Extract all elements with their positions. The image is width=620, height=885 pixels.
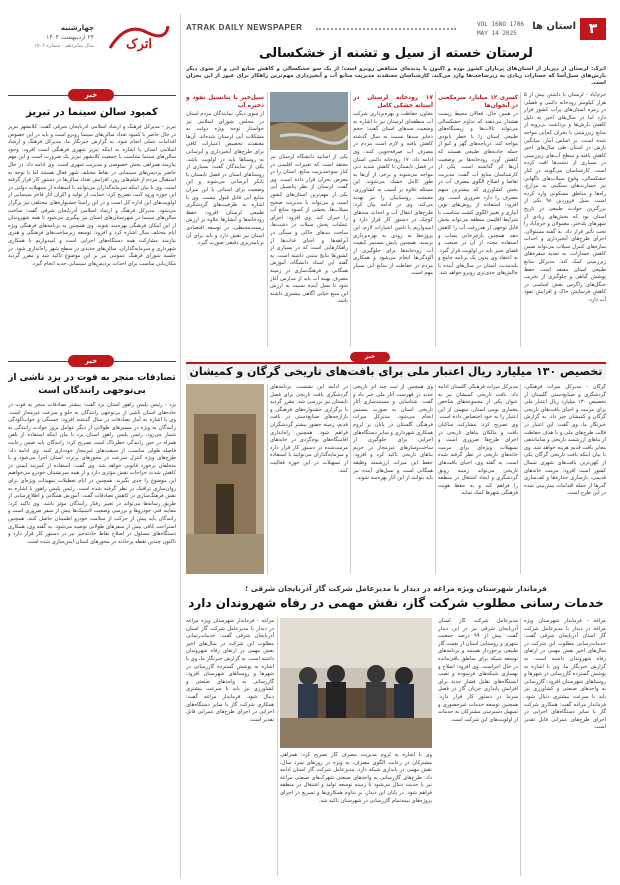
column-rule — [267, 92, 268, 347]
column-rule — [435, 384, 436, 574]
lead-column-3 — [353, 92, 433, 347]
lead-subhead-2: ۱۷ رودخانه لرستان در آستانه خشکی کامل — [353, 95, 433, 109]
bottom-column-1: مراغه - فرماندار شهرستان ویژه مراغه در دیدار با مدیرعامل شرکت گاز استان آذربایجان شرقی گفت: خدمات‌رسانی مطلوب این شرکت در سال‌های اخیر نقش مهمی در ارتقای رفاه شهروندان داشته است. به گزارش خبرنگار ما، وی با اشاره به پوشش گسترده گازرسانی در شهرها و روستاهای شهرستان افزود: گازرسانی به واحدهای صنعتی و کشاورزی نیز باید با سرعت بیشتری دنبال شود. فرماندار مراغه گفت: همکاری شرکت گاز با سایر دستگاه‌های اجرایی در اجرای طرح‌های عمرانی قابل تقدیر است. — [524, 618, 606, 731]
column-rule — [520, 92, 521, 347]
column-rule — [520, 384, 521, 574]
lead-subhead-1: کسری ۱۲ میلیارد مترمکعبی در آبخوان‌ها — [438, 95, 518, 109]
issue-volume: VOL 16NO 1706 — [477, 21, 524, 28]
lead-headline: لرستان خسته از سیل و تشنه از خشکسالی — [259, 46, 533, 61]
column-rule — [267, 384, 268, 574]
sidebar-story2-title: تصادفات منجر به فوت در یزد ناشی از بی‌توجهی رانندگان است — [8, 373, 176, 396]
sidebar-story2-body: یزد - رئیس پلیس راهور استان یزد گفت: بیشتر تصادفات منجر به فوت در جاده‌های استان ناشی از بی‌توجهی رانندگان به جلو و سرعت غیرمجاز است. وی با اشاره به آمار تصادفات در سال گذشته افزود: خستگی و خواب‌آلودگی رانندگان به ویژه در مسیرهای طولانی از دیگر عوامل بروز حوادث رانندگی به شمار می‌رود. رئیس پلیس راهور استان یزد با بیان اینکه استفاده از تلفن همراه در حین رانندگی خطرناک است تصریح کرد: رانندگان باید ضمن رعایت فاصله طولی مناسب، از سبقت‌های غیرمجاز خودداری کنند. وی ادامه داد: طرح‌های ویژه کنترل سرعت در محورهای پرتردد استان اجرا می‌شود و با متخلفان برخورد قانونی خواهد شد. وی گفت: استفاده از کمربند ایمنی در کاهش شدت جراحات نقش مؤثری دارد و از همه سرنشینان خودرو می‌خواهیم این موضوع را جدی بگیرند. همچنین در ایام تعطیلات تمهیدات ویژه‌ای برای روان‌سازی ترافیک در نظر گرفته شده است. رئیس پلیس راهور با اشاره به نقش فرهنگ‌سازی در کاهش تصادفات گفت: آموزش همگانی و اطلاع‌رسانی از طریق رسانه‌ها می‌تواند در تغییر رفتار رانندگان مؤثر باشد. وی تاکید کرد: معاینه فنی خودروها و بررسی وضعیت لاستیک‌ها پیش از سفر ضروری است و رانندگان باید پیش از حرکت از سلامت خودرو اطمینان حاصل کنند. همچنین استراحت کافی پیش از سفرهای طولانی توصیه می‌شود. به گفته وی، همکاری دستگاه‌های مسئول در اصلاح نقاط حادثه‌خیز نیز در دستور کار قرار دارد و تاکنون چندین نقطه پرحادثه در محورهای استان ایمن‌سازی شده است. — [8, 402, 176, 545]
lead-col4-text: یکی از اساتید دانشگاه لرستان نیز معتقد است که تغییرات اقلیمی در کنار سوءمدیریت منابع، استان را در معرض بحران قرار داده است. وی گفت: لرستان از نظر پتانسیل آبی یکی از مهم‌ترین استان‌های کشور است و می‌تواند با مدیریت صحیح سیلاب‌ها، بخشی از کمبود منابع آب را جبران کند. وی افزود: اجرای عملیات پخش سیلاب در دشت‌ها، ساخت بندهای خاکی و سنگی در آبراهه‌ها و احیای قنات‌ها از راهکارهایی است که در بسیاری از کشورها نتایج مثبتی داشته است. به گفته این استاد دانشگاه، آموزش همگانی و فرهنگ‌سازی در زمینه مصرف بهینه آب باید از مدارس آغاز شود تا نسل آینده نسبت به ارزش این منبع حیاتی آگاهی بیشتری داشته باشد. — [270, 154, 348, 305]
middle-column-4: در ادامه این نشست، برنامه‌های گردشگری بافت تاریخی برای فصل تابستان نیز بررسی شد. مقرر گردید با برگزاری جشنواره‌های فرهنگی و بازارچه‌های صنایع‌دستی در بافت قدیم، زمینه حضور بیشتر گردشگران فراهم شود. همچنین راه‌اندازی اقامتگاه‌های بوم‌گردی در خانه‌های مرمت‌شده در دستور کار قرار دارد و سرمایه‌گذاران می‌توانند با استفاده از تسهیلات در این حوزه فعالیت کنند. — [270, 384, 348, 474]
lead-col5-text: از سوی دیگر، نمایندگان مردم استان در مجلس شورای اسلامی نیز خواستار توجه ویژه دولت به مشکلات آبی لرستان شده‌اند. آن‌ها معتقدند تخصیص اعتبارات کافی برای طرح‌های آبخیزداری و آبرسانی به روستاها باید در اولویت باشد. یکی از نمایندگان گفت: بسیاری از روستاهای استان در فصل تابستان با تانکر آبرسانی می‌شوند و این وضعیت برای استانی با این میزان منابع آبی قابل قبول نیست. وی با اشاره به ظرفیت‌های گردشگری طبیعی لرستان افزود: حفظ رودخانه‌ها و آبشارها علاوه بر ارزش زیست‌محیطی، در توسعه اقتصادی استان نیز نقش دارد و باید برای آن برنامه‌ریزی دقیقی صورت گیرد. — [186, 111, 264, 247]
lead-column-5 — [186, 92, 264, 347]
bottom-column-4 — [186, 618, 274, 876]
bottom-photo — [280, 618, 432, 748]
lead-column-1 — [524, 92, 606, 347]
publish-date: ۲۴ اردیبهشت ۱۴۰۴ — [46, 34, 94, 41]
lead-subhead-3: سیل‌خیز با پتانسیل نفوذ و ذخیره آب — [186, 95, 264, 109]
sidebar — [8, 12, 176, 878]
column-rule — [520, 618, 521, 876]
middle-photo — [186, 384, 264, 574]
middle-column-1: گرگان - مدیرکل میراث فرهنگی، گردشگری و صنایع‌دستی گلستان از تخصیص ۱۳۰ میلیارد ریال اعتبار ملی برای مرمت و احیای بافت‌های تاریخی گرگان و کمیشان خبر داد. به گزارش خبرنگار ما، وی گفت: این اعتبار در قالب طرح‌های ملی و با هدف حفاظت از بناهای ارزشمند تاریخی و ساماندهی معابر بافت قدیم هزینه خواهد شد. وی با بیان اینکه بافت تاریخی گرگان یکی از کهن‌ترین بافت‌های شهری شمال کشور است افزود: مرمت خانه‌های قدیمی، بازسازی جداره‌ها و کف‌سازی گذرها از جمله اقدامات پیش‌بینی شده در این طرح است. — [524, 384, 606, 497]
sidebar-story1-title: کمبود سالن سینما در تبریز — [26, 107, 158, 118]
middle-headline: تخصیص ۱۳۰ میلیارد ریال اعتبار ملی برای بافت‌های تاریخی گرگان و کمیشان — [186, 362, 606, 380]
news-tag-divider — [8, 90, 176, 100]
column-rule — [350, 92, 351, 347]
column-rule — [435, 92, 436, 347]
news-tag-2: خبر — [68, 355, 114, 367]
middle-column-3: وی همچنین از ثبت چند اثر تاریخی جدید در فهرست آثار ملی خبر داد و گفت: شناسایی و مستندسازی آثار تاریخی استان به صورت مستمر انجام می‌شود. مدیرکل میراث فرهنگی گلستان در پایان بر لزوم همکاری شهرداری و سایر دستگاه‌های اجرایی برای جلوگیری از ساخت‌وسازهای غیرمجاز در حریم بناهای تاریخی تاکید کرد و افزود: حفظ این میراث ارزشمند وظیفه همگانی است و نسل‌های آینده نیز باید بتوانند از این آثار بهره‌مند شوند. — [353, 384, 433, 482]
weekday: چهارشنبه — [60, 24, 94, 32]
sidebar-story1-body: تبریز - مدیرکل فرهنگ و ارشاد اسلامی آذربایجان شرقی گفت: کلانشهر تبریز در حال حاضر با کمبود تعداد سالن‌های سینما روبرو است و باید در این خصوص اقدامات عملی انجام شود. به گزارش خبرنگار ما، مدیرکل فرهنگ و ارشاد اسلامی استان با اشاره به اینکه تبریز شهری فرهنگی است افزود: وجود سالن‌های سینما متناسب با جمعیت کلانشهر تبریز یک ضرورت است و این مهم نیازمند همراهی بخش خصوصی و مدیریت شهری است. وی ادامه داد: در حال حاضر پردیس‌های سینمایی در نقاط مختلف شهر فعال هستند اما با توجه به استقبال مردم از فیلم‌های روز، افزایش تعداد سالن‌ها در دستور کار قرار گرفته است. وی با بیان اینکه سرمایه‌گذاران می‌توانند با استفاده از تسهیلات دولتی در این حوزه ورود کنند، تصریح کرد: حمایت از تولید و اکران آثار فاخر سینمایی از اولویت‌های این اداره کل است و در این راستا جشنواره‌های مختلفی نیز برگزار می‌شود. مدیرکل فرهنگ و ارشاد اسلامی آذربایجان شرقی گفت: ساخت سالن‌های سینما در شهرستان‌های استان نیز پیگیری می‌شود تا همه شهروندان از این امکان فرهنگی بهره‌مند شوند. وی همچنین به برنامه‌های فرهنگی ویژه ایام مختلف سال اشاره کرد و افزود: توسعه زیرساخت‌های فرهنگی و هنری نیازمند مشارکت همه دستگاه‌های اجرایی است و امیدواریم با همکاری شهرداری و سرمایه‌گذاران، سالن‌های جدیدی در سطح شهر راه‌اندازی شود. در جلسه شورای فرهنگ عمومی نیز بر این موضوع تاکید شد و مقرر گردید مکان‌یابی مناسب برای احداث پردیس‌های سینمایی جدید انجام گیرد. — [8, 124, 176, 267]
page-header — [186, 18, 606, 40]
logo-text: اترک — [125, 37, 153, 52]
date-box — [14, 24, 94, 49]
issue-meta — [477, 20, 524, 38]
issue-date: MAY 14 2025 — [477, 30, 517, 37]
page-number: ۳ — [580, 18, 606, 40]
bottom-col4-text: مراغه - فرماندار شهرستان ویژه مراغه در دیدار با مدیرعامل شرکت گاز استان آذربایجان شرقی گفت: خدمات‌رسانی مطلوب این شرکت در سال‌های اخیر نقش مهمی در ارتقای رفاه شهروندان داشته است. به گزارش خبرنگار ما، وی با اشاره به پوشش گسترده گازرسانی در شهرها و روستاهای شهرستان افزود: گازرسانی به واحدهای صنعتی و کشاورزی نیز باید با سرعت بیشتری دنبال شود. فرماندار مراغه گفت: همکاری شرکت گاز با سایر دستگاه‌های اجرایی در اجرای طرح‌های عمرانی قابل تقدیر است. — [186, 618, 274, 723]
middle-column-2: مدیرکل میراث فرهنگی گلستان ادامه داد: بافت تاریخی کمیشان نیز به عنوان یکی از مجموعه‌های شاخص معماری بومی استان، سهمی از این اعتبار را به خود اختصاص داده است. وی تصریح کرد: مشارکت ساکنان بافت و مالکان بناهای تاریخی در اجرای طرح‌ها ضروری است و تسهیلات ویژه‌ای برای مرمت خانه‌های تاریخی در نظر گرفته شده است. به گفته وی، احیای بافت‌های تاریخی می‌تواند زمینه رونق گردشگری و ایجاد اشتغال در منطقه را فراهم کند و به حفظ هویت فرهنگی شهرها کمک نماید. — [438, 384, 518, 497]
brand-name: ATRAK DAILY NEWSPAPER — [186, 23, 303, 32]
lead-summary: اترک: لرستان از دیرباز از استان‌های پرباران کشور بوده و اکنون با پدیده‌ای متناقض روبرو است؛ از یک سو خشکسالی و کاهش منابع آبی و از سوی دیگر بارش‌های سیل‌آسا که خسارات زیادی به زیرساخت‌ها وارد می‌کند. کارشناسان معتقدند مدیریت منابع آب و آبخیزداری مهم‌ترین راهکار برای عبور از این بحران است. — [186, 66, 606, 87]
bottom-subtitle: فرماندار شهرستان ویژه مراغه در دیدار با مدیرعامل شرکت گاز آذربایجان شرقی ؛ — [245, 584, 547, 593]
issue-info: سال شانزدهم - شماره ۱۷۰۶ — [34, 43, 94, 49]
news-tag-divider-2 — [8, 356, 176, 366]
column-rule — [277, 618, 278, 876]
lead-col2-text: در همین حال، فعالان محیط زیست هشدار می‌دهند که تداوم خشکسالی می‌تواند تالاب‌ها و زیستگاه‌های طبیعی استان را با خطر نابودی مواجه کند. دریاچه‌های گهر و کیو از جمله جاذبه‌های طبیعی هستند که کاهش آورد رودخانه‌ها بر وضعیت آن‌ها اثر گذاشته است. یکی از کارشناسان منابع آب گفت: مدیریت تقاضا و اصلاح الگوی مصرف آب در بخش کشاورزی که بیشترین سهم مصرف را دارد ضروری است. وی افزود: استفاده از روش‌های نوین آبیاری و تغییر الگوی کشت متناسب با شرایط اقلیمی منطقه می‌تواند بخش قابل توجهی از هدررفت آب را کاهش دهد. همچنین بازچرخانی پساب و استفاده مجدد از آن در صنعت و فضای سبز باید در اولویت قرار گیرد. به اعتقاد وی بدون یک برنامه جامع و بلندمدت، استان در سال‌های آینده با چالش‌های جدی‌تری روبرو خواهد شد. — [438, 111, 518, 277]
section-title: استان ها — [532, 21, 576, 32]
column-rule — [350, 384, 351, 574]
bottom-headline: خدمات رسانی مطلوب شرکت گاز، نقش مهمی در رفاه شهروندان دارد — [188, 596, 604, 610]
atrak-logo — [106, 18, 172, 56]
bottom-column-2: مدیرعامل شرکت گاز استان آذربایجان شرقی نیز در این دیدار گفت: بیش از ۹۹ درصد جمعیت شهری و روستایی استان از نعمت گاز طبیعی برخوردار هستند و برنامه‌های توسعه شبکه برای مناطق باقی‌مانده در حال اجراست. وی افزود: اصلاح و بهسازی شبکه‌های فرسوده و نصب ایستگاه‌های تقلیل فشار جدید برای افزایش پایداری جریان گاز در فصل سرما در دستور کار قرار دارد. همچنین توسعه خدمات غیرحضوری و تسهیل دسترسی مشترکان به خدمات از اولویت‌های این شرکت است. — [438, 618, 518, 723]
bottom-column-3: وی با اشاره به لزوم مدیریت مصرف گاز تصریح کرد: همراهی مشترکان در رعایت الگوی مصرف، به ویژه در روزهای سرد سال، نقش مهمی در پایداری شبکه دارد. مدیرعامل شرکت گاز استان ادامه داد: طرح‌های گازرسانی به واحدهای صنعتی شهرک‌های صنعتی مراغه نیز با جدیت دنبال می‌شود تا زمینه توسعه تولید و اشتغال در منطقه فراهم شود. در پایان این دیدار، بر تداوم همکاری‌ها و تسریع در اجرای پروژه‌های نیمه‌تمام گازرسانی در شهرستان تاکید شد. — [280, 752, 432, 804]
lead-col1-text: خرم‌آباد - لرستان با داشتن بیش از ۵ هزار کیلومتر رودخانه دائمی و فصلی در زمره استان‌های پرآب کشور قرار دارد اما در سال‌های اخیر به دلیل کاهش بارش‌ها و برداشت بی‌رویه از منابع زیرزمینی با بحران کم‌آبی مواجه شده است. بر اساس آمار، میانگین بارش در استان طی سال‌های اخیر کاهش یافته و سطح آب‌های زیرزمینی در بسیاری از دشت‌ها افت کرده است. کارشناسان می‌گویند در کنار خشکسالی، وقوع سیلاب‌های ناگهانی نیز خسارت‌های سنگینی به مزارع، راه‌ها و مناطق مسکونی وارد کرده است. سیل فروردین ۹۸ یکی از بزرگترین حوادث طبیعی در تاریخ استان بود که بخش‌های زیادی از شهرهای پلدختر، معمولان و خرم‌آباد را تحت تأثیر قرار داد. به گفته مسئولان، اجرای طرح‌های آبخیزداری و احداث سازه‌های کنترل سیلاب می‌تواند ضمن کاهش خسارات، به تغذیه سفره‌های زیرزمینی کمک کند. مدیرکل منابع طبیعی استان معتقد است حفظ پوشش گیاهی و جلوگیری از تخریب جنگل‌های زاگرس نقش اساسی در کاهش فرسایش خاک و افزایش نفوذ آب دارد. — [524, 92, 606, 304]
sidebar-divider — [180, 14, 181, 878]
lead-col3-text: معاون حفاظت و بهره‌برداری شرکت آب منطقه‌ای لرستان نیز با اشاره به وضعیت سدهای استان گفت: حجم ذخایر سدها نسبت به سال گذشته کاهش یافته و لازم است مردم در مصرف آب صرفه‌جویی کنند. وی ادامه داد: ۱۷ رودخانه دائمی استان در فصل تابستان با کاهش شدید دبی مواجه می‌شوند و برخی از آن‌ها به طور کامل خشک می‌شوند. این مسئله علاوه بر آسیب به کشاورزی، معیشت روستاییان را نیز تهدید می‌کند. وی در ادامه بیان کرد: طرح‌های انتقال آب و احداث سدهای کوچک در دستور کار قرار دارد و امیدواریم با تامین اعتبارات لازم، این پروژه‌ها به زودی به بهره‌برداری برسند. همچنین پایش مستمر کیفیت آب رودخانه‌ها برای جلوگیری از آلودگی‌ها انجام می‌شود و همکاری مردم در حفاظت از منابع آبی بسیار مهم است. — [353, 111, 433, 277]
lead-photo — [270, 92, 348, 150]
news-tag: خبر — [68, 89, 114, 101]
header-divider — [316, 28, 456, 30]
middle-news-tag: خبر — [350, 352, 390, 362]
lead-column-4 — [270, 154, 348, 347]
lead-column-2 — [438, 92, 518, 347]
